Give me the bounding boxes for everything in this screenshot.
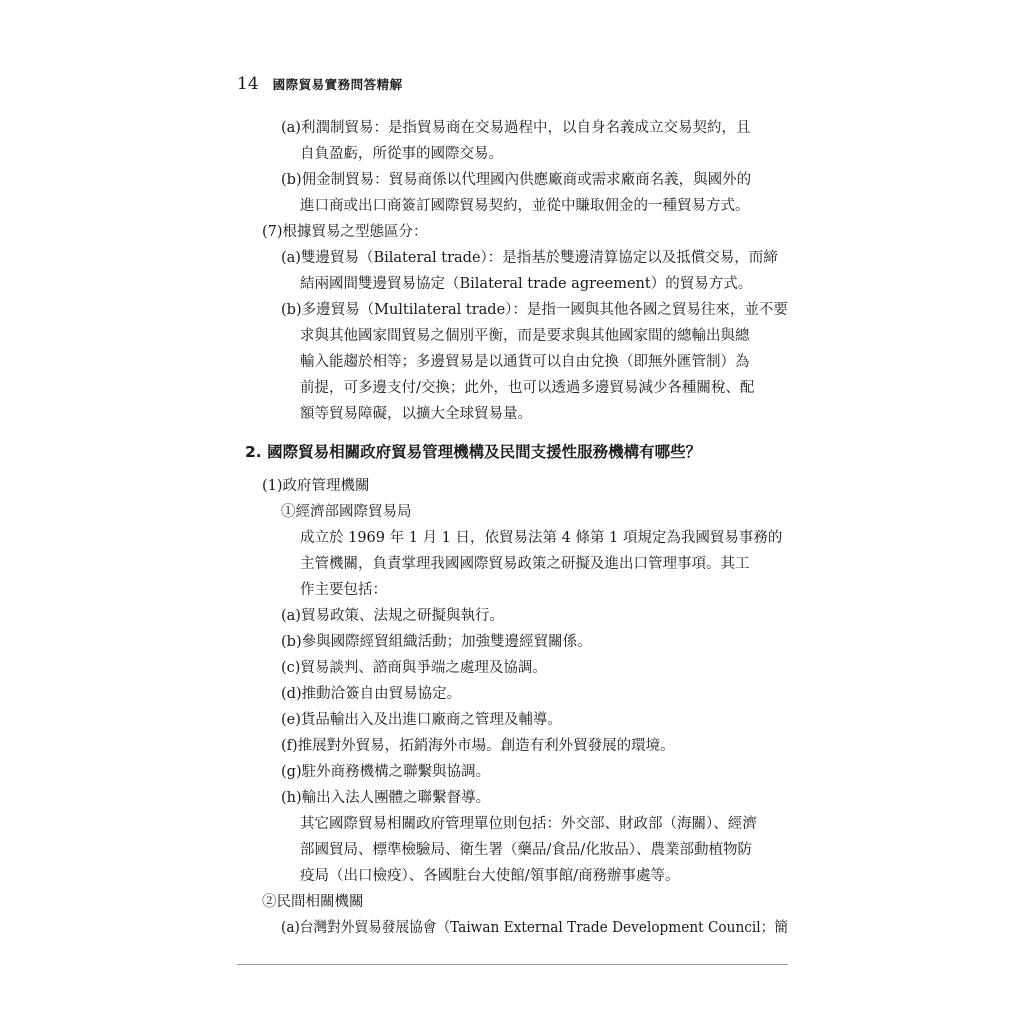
text-line: ②民間相關機關 <box>262 894 364 910</box>
text-line: (b)多邊貿易（Multilateral trade）：是指一國與其他各國之貿易往來，並不要 <box>281 302 788 318</box>
text-line: 額等貿易障礙，以擴大全球貿易量。 <box>300 406 532 422</box>
text-line: (a)貿易政策、法規之研擬與執行。 <box>281 608 504 624</box>
text-line: (g)駐外商務機構之聯繫與協調。 <box>281 764 491 780</box>
text-line: 主管機關，負責掌理我國國際貿易政策之研擬及進出口管理事項。其工 <box>300 556 750 572</box>
text-line: 其它國際貿易相關政府管理單位則包括：外交部、財政部（海關）、經濟 <box>300 816 757 832</box>
text-line: (f)推展對外貿易，拓銷海外市場。創造有利外貿發展的環境。 <box>281 738 675 754</box>
text-line: 自負盈虧，所從事的國際交易。 <box>300 146 503 162</box>
text-line: (7)根據貿易之型態區分： <box>262 224 428 240</box>
text-line: 結兩國間雙邊貿易協定（Bilateral trade agreement）的貿易方式。 <box>300 276 753 292</box>
footer-divider <box>237 964 788 965</box>
text-line: (a)台灣對外貿易發展協會（Taiwan External Trade Development Council；簡 <box>281 920 788 936</box>
text-line: (1)政府管理機關 <box>262 478 370 494</box>
text-line: (a)雙邊貿易（Bilateral trade）：是指基於雙邊清算協定以及抵償交易，而締 <box>281 250 778 266</box>
text-line: (b)佣金制貿易：貿易商係以代理國內供應廠商或需求廠商名義，與國外的 <box>281 172 752 188</box>
text-line: 進口商或出口商簽訂國際貿易契約，並從中賺取佣金的一種貿易方式。 <box>300 198 750 214</box>
text-line: (b)參與國際經貿組織活動；加強雙邊經貿關係。 <box>281 634 592 650</box>
text-line: (h)輸出入法人團體之聯繫督導。 <box>281 790 491 806</box>
text-line: 作主要包括： <box>300 582 387 598</box>
text-line: (a)利潤制貿易：是指貿易商在交易過程中，以自身名義成立交易契約，且 <box>281 120 751 136</box>
text-line: 部國貿局、標準檢驗局、衛生署（藥品/食品/化妝品）、農業部動植物防 <box>300 842 753 858</box>
text-line: 成立於 1969 年 1 月 1 日，依貿易法第 4 條第 1 項規定為我國貿易事務的 <box>300 530 783 546</box>
text-line: (e)貨品輸出入及出進口廠商之管理及輔導。 <box>281 712 562 728</box>
text-line: 疫局（出口檢疫）、各國駐台大使館/領事館/商務辦事處等。 <box>300 868 680 884</box>
text-line: 求與其他國家間貿易之個別平衡，而是要求與其他國家間的總輸出與總 <box>300 328 750 344</box>
page-number: 14 <box>237 74 259 94</box>
text-line: ①經濟部國際貿易局 <box>281 504 412 520</box>
text-line: 前提，可多邊支付/交換；此外，也可以透過多邊貿易減少各種關稅、配 <box>300 380 755 396</box>
question-heading: 2. 國際貿易相關政府貿易管理機構及民間支援性服務機構有哪些？ <box>245 443 702 461</box>
text-line: 輸入能趨於相等；多邊貿易是以通貨可以自由兌換（即無外匯管制）為 <box>300 354 750 370</box>
text-line: (d)推動洽簽自由貿易協定。 <box>281 686 462 702</box>
page-header <box>237 74 403 94</box>
book-title: 國際貿易實務問答精解 <box>272 77 403 92</box>
text-line: (c)貿易談判、諮商與爭端之處理及協調。 <box>281 660 547 676</box>
